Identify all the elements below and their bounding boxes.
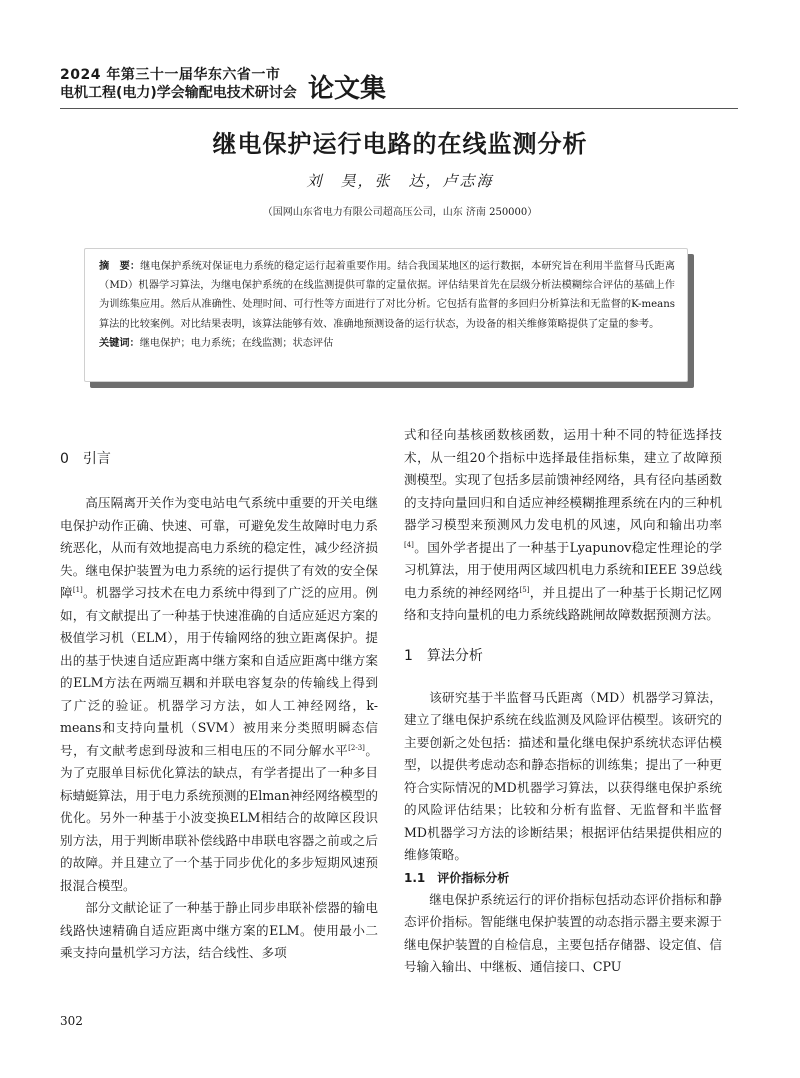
citation-1: [1] [72,585,83,594]
header-divider [60,108,738,109]
right-paragraph-3: 继电保护系统运行的评价指标包括动态评价指标和静态评价指标。智能继电保护装置的动态指示器主要来源于继电保护装置的自检信息，主要包括存储器、设定值、信号输入输出、中继板、通信接口、CPU [404,891,722,974]
citation-2-3: [2-3] [348,743,365,752]
left-paragraph-1 [60,492,378,897]
keywords-text: 继电保护；电力系统；在线监测；状态评估 [139,337,334,349]
right-p1-text-a: 式和径向基核函数核函数，运用十种不同的特征选择技术，从一组20个指标中选择最佳指标集，建立了故障预测模型。实现了包括多层前馈神经网络，具有径向基函数的支持向量回归和自适应神经模糊推理系统在内的三种机器学习模型来预测风力发电机的风速，风向和输出功率 [404,427,722,532]
author-affiliation: （国网山东省电力有限公司超高压公司，山东 济南 250000） [262,207,538,218]
left-p1-text-a: 高压隔离开关作为变电站电气系统中重要的开关电继电保护动作正确、快速、可靠，可避免发生故障时电力系统恶化，从而有效地提高电力系统的稳定性，减少经济损失。继电保护装置为电力系统的运行提供了有效的安全保障 [60,495,378,600]
right-p1-text-c: ，并且提出了一种基于长期记忆网络和支持向量机的电力系统线路跳闸故障数据预测方法。 [404,584,723,622]
header-line-1: 2024 年第三十一届华东六省一市 [60,67,281,83]
abstract-label: 摘 要： [99,261,141,272]
header-proceedings-title: 论文集 [308,74,387,104]
left-p1-text-b: 。机器学习技术在电力系统中得到了广泛的应用。例如，有文献提出了一种基于快速准确的自适应延迟方案的极值学习机（ELM），用于传输网络的独立距离保护。提出的基于快速自适应距离中继方案和自适应距离中继方案的ELM方法在两端互耦和并联电容复杂的传输线上得到了广泛的验证。机器学习方法，如人工神经网络，k-means和支持向量机（SVM）被用来分类照明瞬态信号，有文献考虑到母波和三相电压的不同分解水平 [60,585,379,758]
abstract-box [84,248,688,382]
abstract-text: 继电保护系统对保证电力系统的稳定运行起着重要作用。结合我国某地区的运行数据，本研究旨在利用半监督马氏距离（MD）机器学习算法，为继电保护系统的在线监测提供可靠的定量依据。评估结果首先在层级分析法模糊综合评估的基础上作为训练集应用。然后从准确性、处理时间、可行性等方面进行了对比分析。它包括有监督的多回归分析算法和无监督的K-means算法的比较案例。对比结果表明，该算法能够有效、准确地预测设备的运行状态，为设备的相关维修策略提供了定量的参考。 [99,261,676,330]
right-column [404,424,722,979]
abstract-paragraph [99,257,675,334]
paper-authors: 刘 昊，张 达，卢志海 [306,172,494,190]
keywords-paragraph [99,334,675,353]
right-paragraph-1 [404,424,722,627]
section-1-heading: 1 算法分析 [404,647,483,664]
keywords-label: 关键词： [99,337,140,349]
left-paragraph-2: 部分文献论证了一种基于静止同步串联补偿器的输电线路快速精确自适应距离中继方案的ELM。使用最小二乘支持向量机学习方法，结合线性、多项 [60,900,378,960]
paper-title: 继电保护运行电路的在线监测分析 [212,130,588,158]
proceedings-header [60,66,387,104]
header-line-2: 电机工程(电力)学会输配电技术研讨会 [60,85,297,101]
right-paragraph-2: 该研究基于半监督马氏距离（MD）机器学习算法，建立了继电保护系统在线监测及风险评估模型。该研究的主要创新之处包括：描述和量化继电保护系统状态评估模型，以提供考虑动态和静态指标的训练集；提出了一种更符合实际情况的MD机器学习算法，以获得继电保护系统的风险评估结果；比较和分析有监督、无监督和半监督MD机器学习方法的诊断结果；根据评估结果提供相应的维修策略。 [404,689,722,862]
left-column [60,448,378,965]
page-number: 302 [60,1014,83,1028]
section-0-heading: 0 引言 [60,451,111,467]
citation-5: [5] [519,585,530,594]
citation-4: [4] [404,540,414,549]
subsection-1-1-heading: 1.1 评价指标分析 [404,870,510,885]
right-p1-text-b: 。国外学者提出了一种基于Lyapunov稳定性理论的学习机算法，用于使用两区域四机电力系统和IEEE 39总线电力系统的神经网络 [404,539,722,600]
left-p1-text-c: 。为了克服单目标优化算法的缺点，有学者提出了一种多目标蜻蜓算法，用于电力系统预测的Elman神经网络模型的优化。另外一种基于小波变换ELM相结合的故障区段识别方法，用于判断串联补偿线路中串联电容器之前或之后的故障。并且建立了一个基于同步优化的多步短期风速预报混合模型。 [60,742,379,893]
